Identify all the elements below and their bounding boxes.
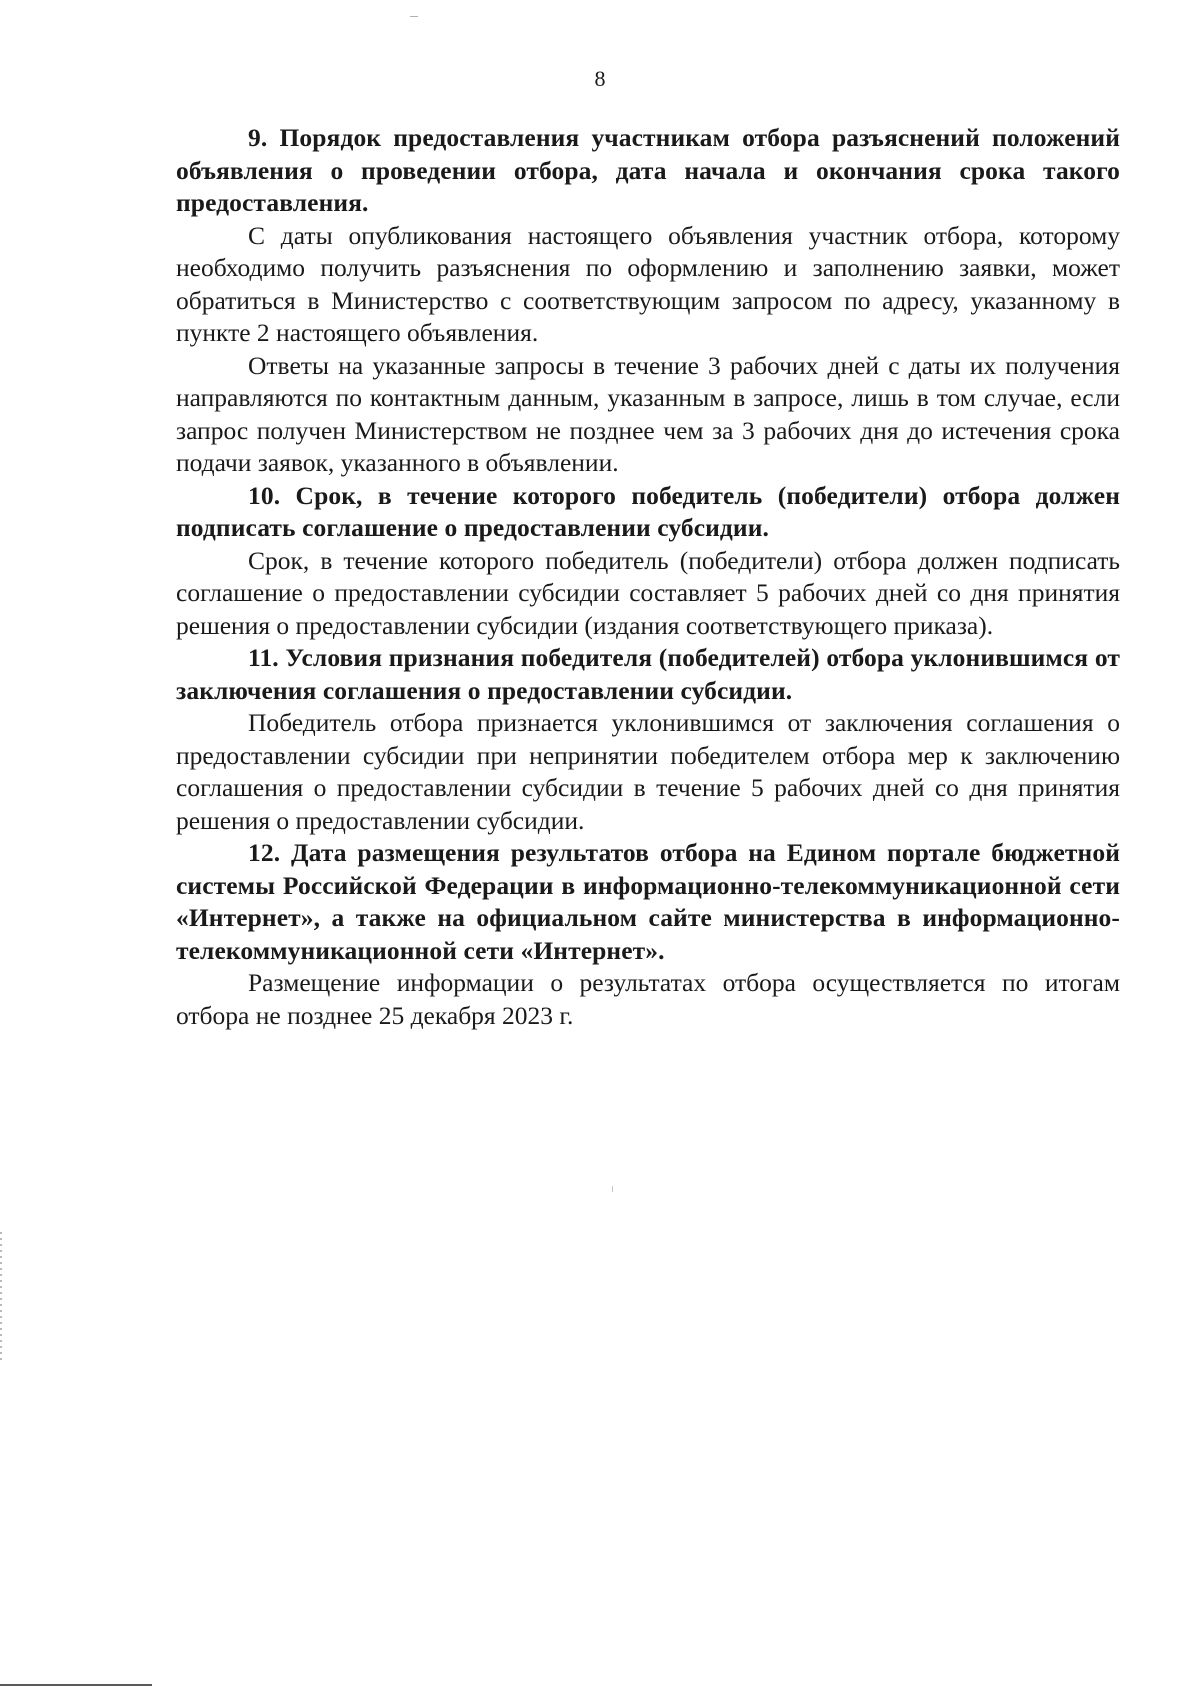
- section-10-heading: 10. Срок, в течение которого победитель (победители) отбора должен подписать соглашение о предоставлении субсидии.: [176, 480, 1120, 542]
- scan-artifact-bottom-line: [0, 1684, 152, 1686]
- section-9-heading: 9. Порядок предоставления участникам отбора разъяснений положений объявления о проведении отбора, дата начала и окончания срока такого предоставления.: [176, 123, 1120, 217]
- section-11-paragraph: Победитель отбора признается уклонившимся от заключения соглашения о предоставлении субсидии при непринятии победителем отбора мер к заключению соглашения о предоставлении субсидии в течение 5 рабочих дней со дня принятия решения о предоставлении субсидии.: [176, 708, 1120, 835]
- scan-artifact-left-edge: [0, 1232, 2, 1362]
- section-10-paragraph: Срок, в течение которого победитель (победители) отбора должен подписать соглашение о предоставлении субсидии составляет 5 рабочих дней со дня принятия решения о предоставлении субсидии (издания соответствующего приказа).: [176, 545, 1120, 640]
- section-9-paragraph-2: Ответы на указанные запросы в течение 3 рабочих дней с даты их получения направляются по контактным данным, указанным в запросе, лишь в том случае, если запрос получен Министерством не позднее чем за 3 рабочих дня до истечения срока подачи заявок, указанного в объявлении.: [176, 350, 1120, 477]
- scan-artifact-middle: [612, 1186, 613, 1192]
- section-12-heading: 12. Дата размещения результатов отбора на Едином портале бюджетной системы Российской Федерации в информационно-телекоммуникационной сети «Интернет», а также на официальном сайте министерства в информационно-телекоммуникационной сети «Интернет».: [176, 838, 1120, 965]
- scan-artifact-top: [410, 16, 418, 17]
- section-9-paragraph-1: С даты опубликования настоящего объявления участник отбора, которому необходимо получить разъяснения по оформлению и заполнению заявки, может обратиться в Министерство с соответствующим запросом по адресу, указанному в пункте 2 настоящего объявления.: [176, 220, 1120, 347]
- page-number: 8: [594, 66, 606, 91]
- section-11-heading: 11. Условия признания победителя (победителей) отбора уклонившимся от заключения соглашения о предоставлении субсидии.: [176, 643, 1120, 705]
- section-12-paragraph: Размещение информации о результатах отбора осуществляется по итогам отбора не позднее 25 декабря 2023 г.: [176, 968, 1120, 1030]
- document-body: [176, 122, 1120, 1032]
